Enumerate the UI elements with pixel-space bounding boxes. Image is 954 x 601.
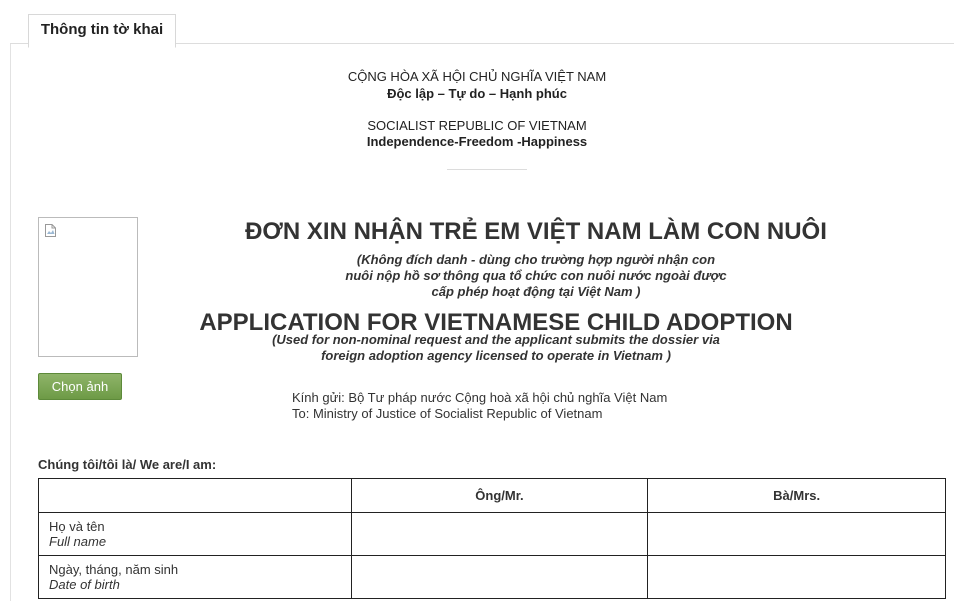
form-note-vn-3: cấp phép hoạt động tại Việt Nam ) [431, 284, 641, 299]
form-note-en-1: (Used for non-nominal request and the applicant submits the dossier via [272, 332, 720, 347]
row-label-en: Date of birth [49, 577, 120, 592]
vn-country-name: CỘNG HÒA XÃ HỘI CHỦ NGHĨA VIỆT NAM [347, 69, 607, 84]
applicants-table [38, 478, 946, 599]
column-header-mr: Ông/Mr. [351, 479, 648, 513]
row-label-en: Full name [49, 534, 107, 549]
form-title-vn: ĐƠN XIN NHẬN TRẺ EM VIỆT NAM LÀM CON NUÔI [245, 218, 827, 245]
vn-motto: Độc lập – Tự do – Hạnh phúc [387, 86, 567, 101]
table-header-row [39, 479, 946, 513]
table-row [39, 513, 946, 556]
form-note-en-2: foreign adoption agency licensed to operate in Vietnam ) [321, 348, 671, 363]
table-row [39, 556, 946, 599]
row-label-full-name [39, 513, 352, 556]
recipient-en: To: Ministry of Justice of Socialist Republic of Vietnam [292, 406, 603, 421]
row-label-date-of-birth [39, 556, 352, 599]
form-title-en: APPLICATION FOR VIETNAMESE CHILD ADOPTION [199, 309, 793, 336]
row-label-vn: Họ và tên [49, 519, 105, 534]
tab-declaration-info[interactable]: Thông tin tờ khai [28, 14, 176, 48]
row-label-vn: Ngày, tháng, năm sinh [49, 562, 179, 577]
recipient-vn: Kính gửi: Bộ Tư pháp nước Cộng hoà xã hội chủ nghĩa Việt Nam [292, 390, 668, 405]
date-of-birth-mr-field[interactable] [351, 556, 648, 599]
form-note-vn-2: nuôi nộp hồ sơ thông qua tổ chức con nuôi nước ngoài được [345, 268, 727, 283]
en-country-name: SOCIALIST REPUBLIC OF VIETNAM [367, 118, 587, 133]
applicants-label: Chúng tôi/tôi là/ We are/I am: [38, 457, 217, 472]
column-header-mrs: Bà/Mrs. [648, 479, 946, 513]
form-note-vn-1: (Không đích danh - dùng cho trường hợp người nhận con [356, 252, 716, 267]
broken-image-icon [45, 224, 56, 237]
en-motto: Independence-Freedom -Happiness [366, 134, 588, 149]
date-of-birth-mrs-field[interactable] [648, 556, 946, 599]
full-name-mr-field[interactable] [351, 513, 648, 556]
header-divider [447, 169, 527, 170]
column-header-field [39, 479, 352, 513]
full-name-mrs-field[interactable] [648, 513, 946, 556]
choose-photo-button[interactable]: Chọn ảnh [38, 373, 122, 400]
